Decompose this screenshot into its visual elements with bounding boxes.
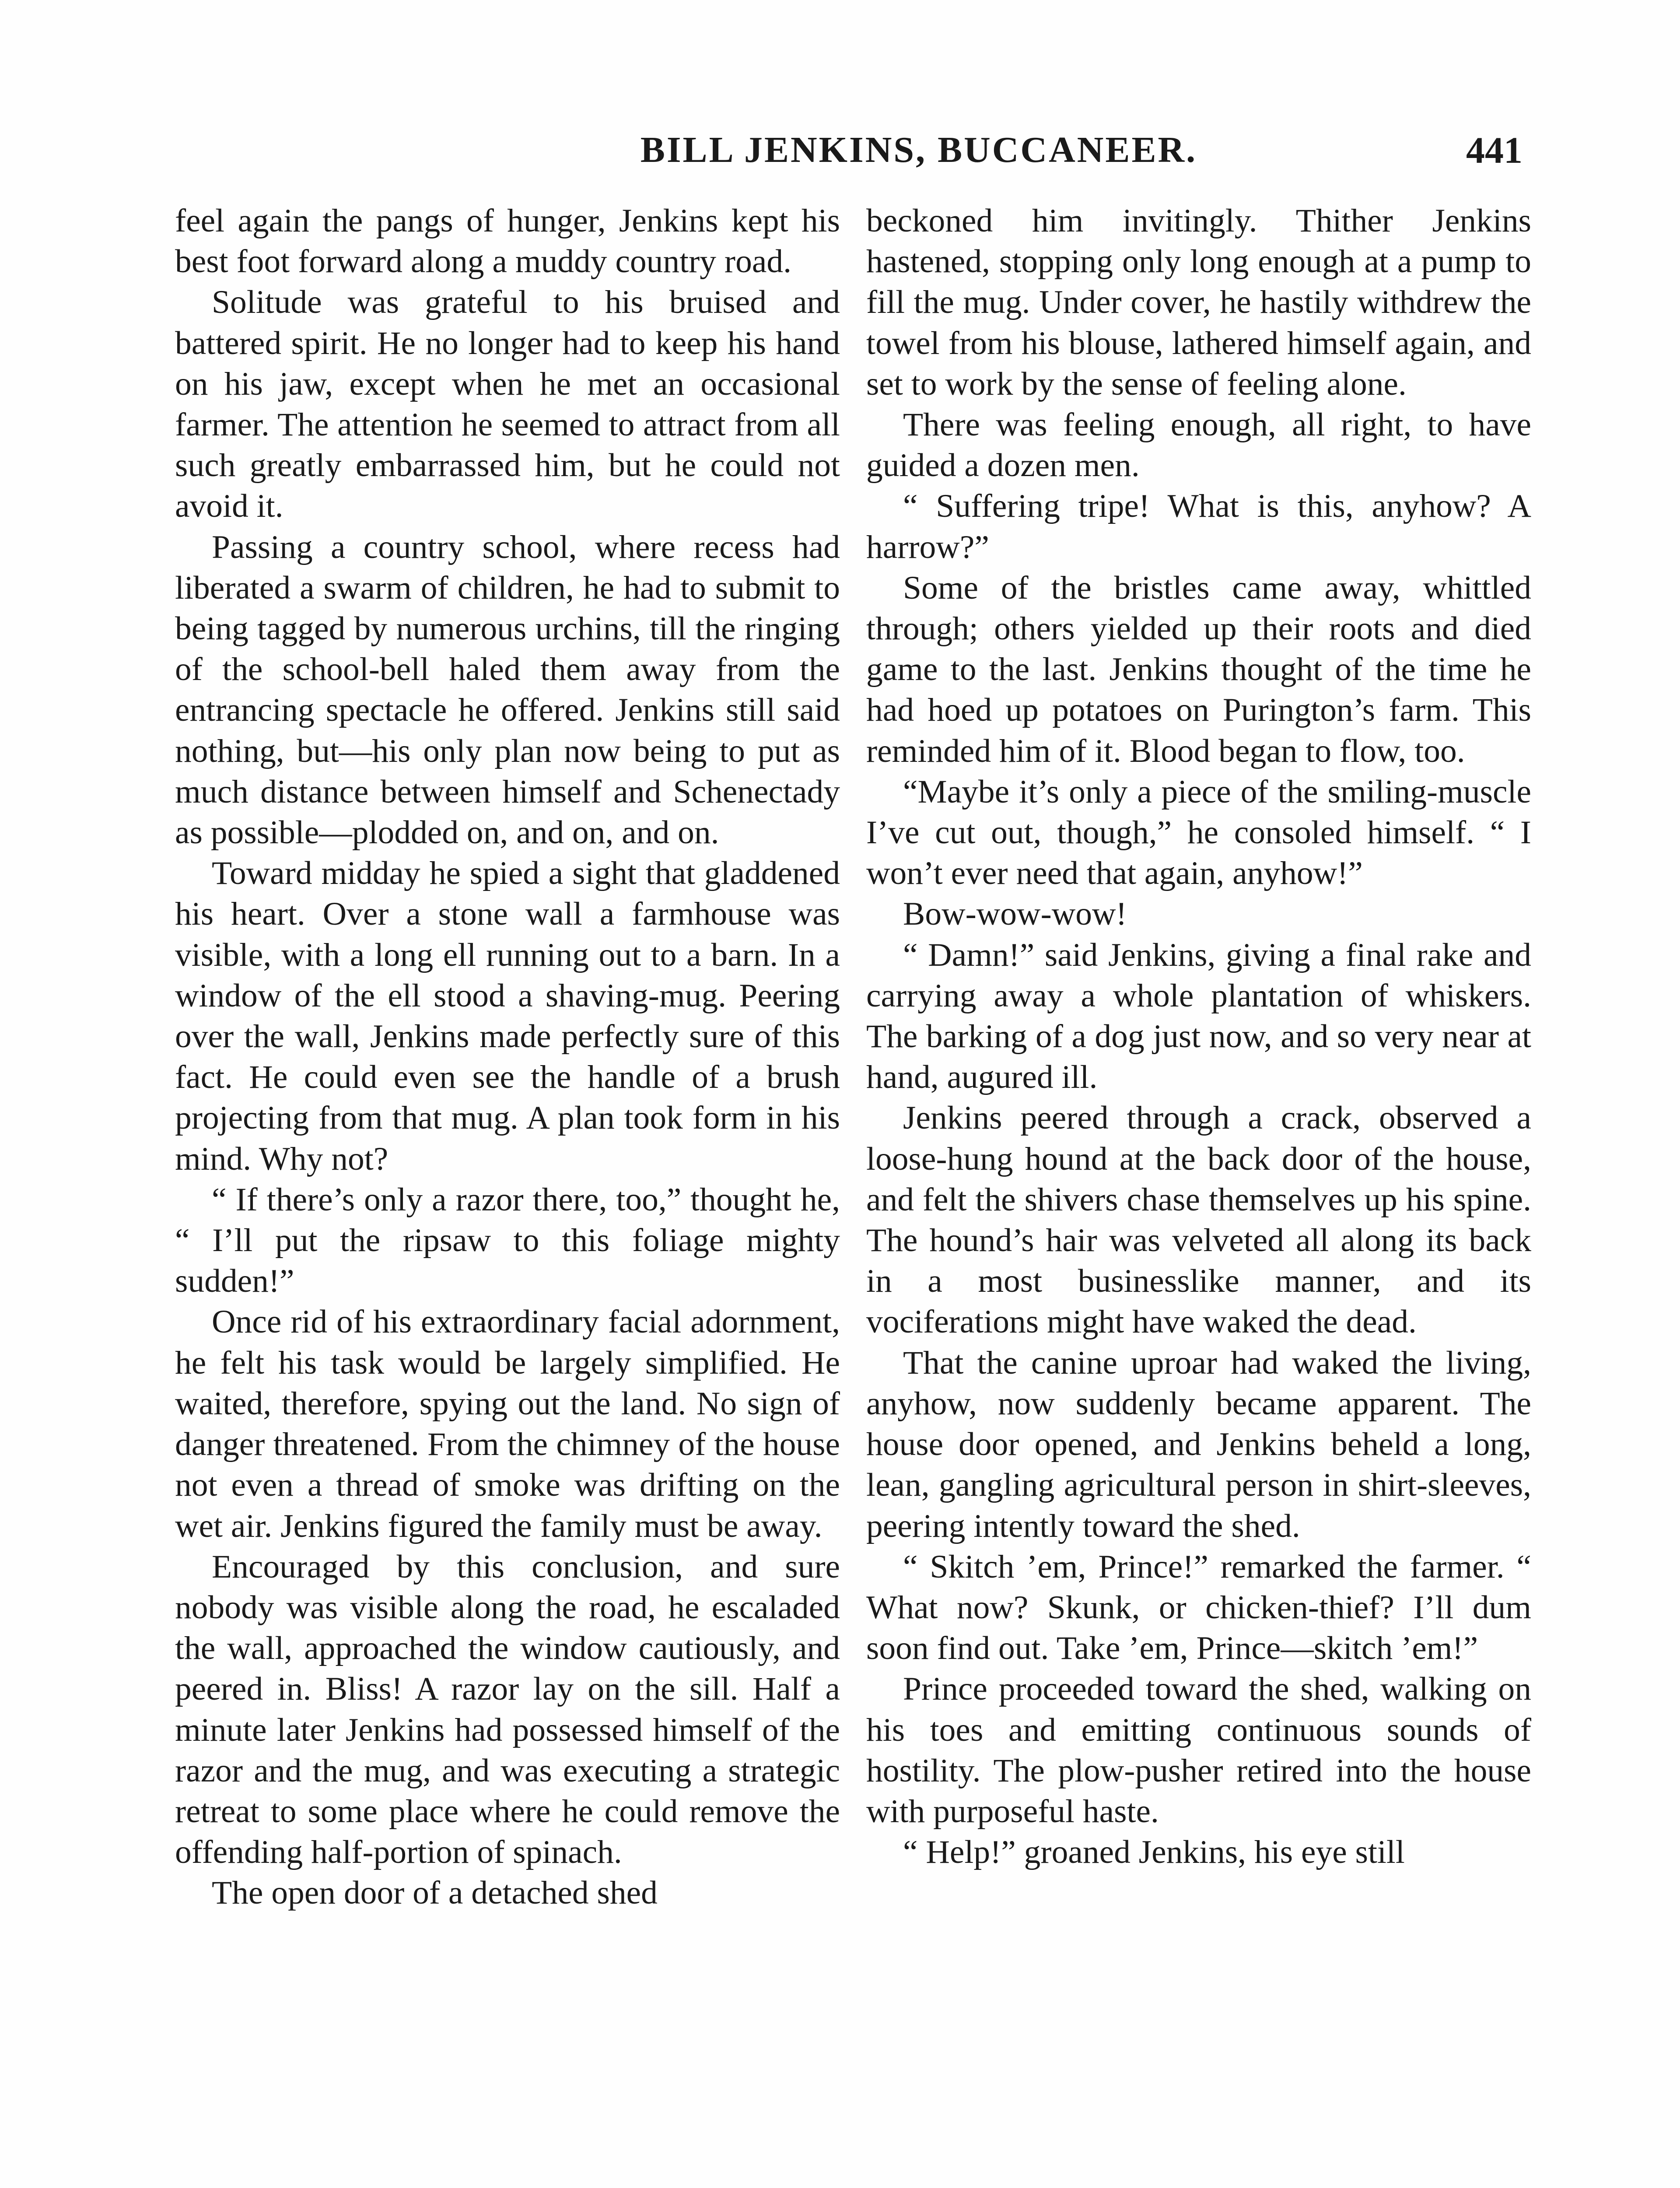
- paragraph: Once rid of his extraordinary facial adornment, he felt his task would be largely simplified. He waited, therefore, spying out the land. No sign of danger threatened. From the chimney of the house not even a thread of smoke was drifting on the wet air. Jenkins figured the family must be away.: [175, 1304, 840, 1544]
- paragraph: There was feeling enough, all right, to have guided a dozen men.: [866, 407, 1531, 484]
- paragraph: Bow-wow-wow!: [903, 896, 1127, 933]
- paragraph: Solitude was grateful to his bruised and battered spirit. He no longer had to keep his hand on his jaw, except when he met an occasional farmer. The attention he seemed to attract from all such greatly embarrassed him, but he could not avoid it.: [175, 284, 840, 525]
- paragraph: Jenkins peered through a crack, observed a loose-hung hound at the back door of the house, and felt the shivers chase themselves up his spine. The hound’s hair was velveted all along its back in a most businesslike manner, and its vociferations might have waked the dead.: [866, 1100, 1531, 1340]
- paragraph: Encouraged by this conclusion, and sure nobody was visible along the road, he escaladed the wall, approached the window cautiously, and peered in. Bliss! A razor lay on the sill. Half a minute later Jenkins had possessed himself of the razor and the mug, and was executing a strategic retreat to some place where he could remove the offending half-portion of spinach.: [175, 1548, 840, 1871]
- page-number: 441: [1466, 129, 1522, 171]
- paragraph: feel again the pangs of hunger, Jenkins kept his best foot forward along a muddy country road.: [175, 203, 840, 280]
- paragraph: Some of the bristles came away, whittled through; others yielded up their roots and died game to the last. Jenkins thought of the time he had hoed up potatoes on Purington’s farm. This reminded him of it. Blood began to flow, too.: [866, 569, 1531, 769]
- paragraph: Toward midday he spied a sight that gladdened his heart. Over a stone wall a farmhouse was visible, with a long ell running out to a barn. In a window of the ell stood a shaving-mug. Peering over the wall, Jenkins made perfectly sure of this fact. He could even see the handle of a brush projecting from that mug. A plan took form in his mind. Why not?: [175, 855, 840, 1177]
- running-title: BILL JENKINS, BUCCANEER.: [640, 130, 1197, 170]
- paragraph: “ Damn!” said Jenkins, giving a final rake and carrying away a whole plantation of whiskers. The barking of a dog just now, and so very near at hand, augured ill.: [866, 936, 1531, 1096]
- paragraph: “ Skitch ’em, Prince!” remarked the farmer. “ What now? Skunk, or chicken-thief? I’ll dum soon find out. Take ’em, Prince—skitch ’em!”: [866, 1548, 1531, 1667]
- paragraph: Prince proceeded toward the shed, walking on his toes and emitting continuous sounds of hostility. The plow-pusher retired into the house with purposeful haste.: [866, 1671, 1531, 1830]
- right-column: [866, 200, 1531, 1872]
- paragraph: “ Help!” groaned Jenkins, his eye still: [903, 1834, 1405, 1871]
- paragraph: Passing a country school, where recess had liberated a swarm of children, he had to submit to being tagged by numerous urchins, till the ringing of the school-bell haled them away from the entrancing spectacle he offered. Jenkins still said nothing, but—his only plan now being to put as much distance between himself and Schenectady as possible—plodded on, and on, and on.: [175, 529, 840, 851]
- running-head: [175, 126, 1522, 174]
- paragraph: The open door of a detached shed: [212, 1875, 658, 1911]
- paragraph: That the canine uproar had waked the living, anyhow, now suddenly became apparent. The house door opened, and Jenkins beheld a long, lean, gangling agricultural person in shirt-sleeves, peering intently toward the shed.: [866, 1344, 1531, 1544]
- paragraph: beckoned him invitingly. Thither Jenkins hastened, stopping only long enough at a pump to fill the mug. Under cover, he hastily withdrew the towel from his blouse, lathered himself again, and set to work by the sense of feeling alone.: [866, 203, 1531, 402]
- paragraph: “Maybe it’s only a piece of the smiling-muscle I’ve cut out, though,” he consoled himself. “ I won’t ever need that again, anyhow!”: [866, 773, 1531, 892]
- paragraph: “ If there’s only a razor there, too,” thought he, “ I’ll put the ripsaw to this foliage mighty sudden!”: [175, 1181, 840, 1300]
- left-column: [175, 200, 840, 1914]
- paragraph: “ Suffering tripe! What is this, anyhow? A harrow?”: [866, 488, 1531, 565]
